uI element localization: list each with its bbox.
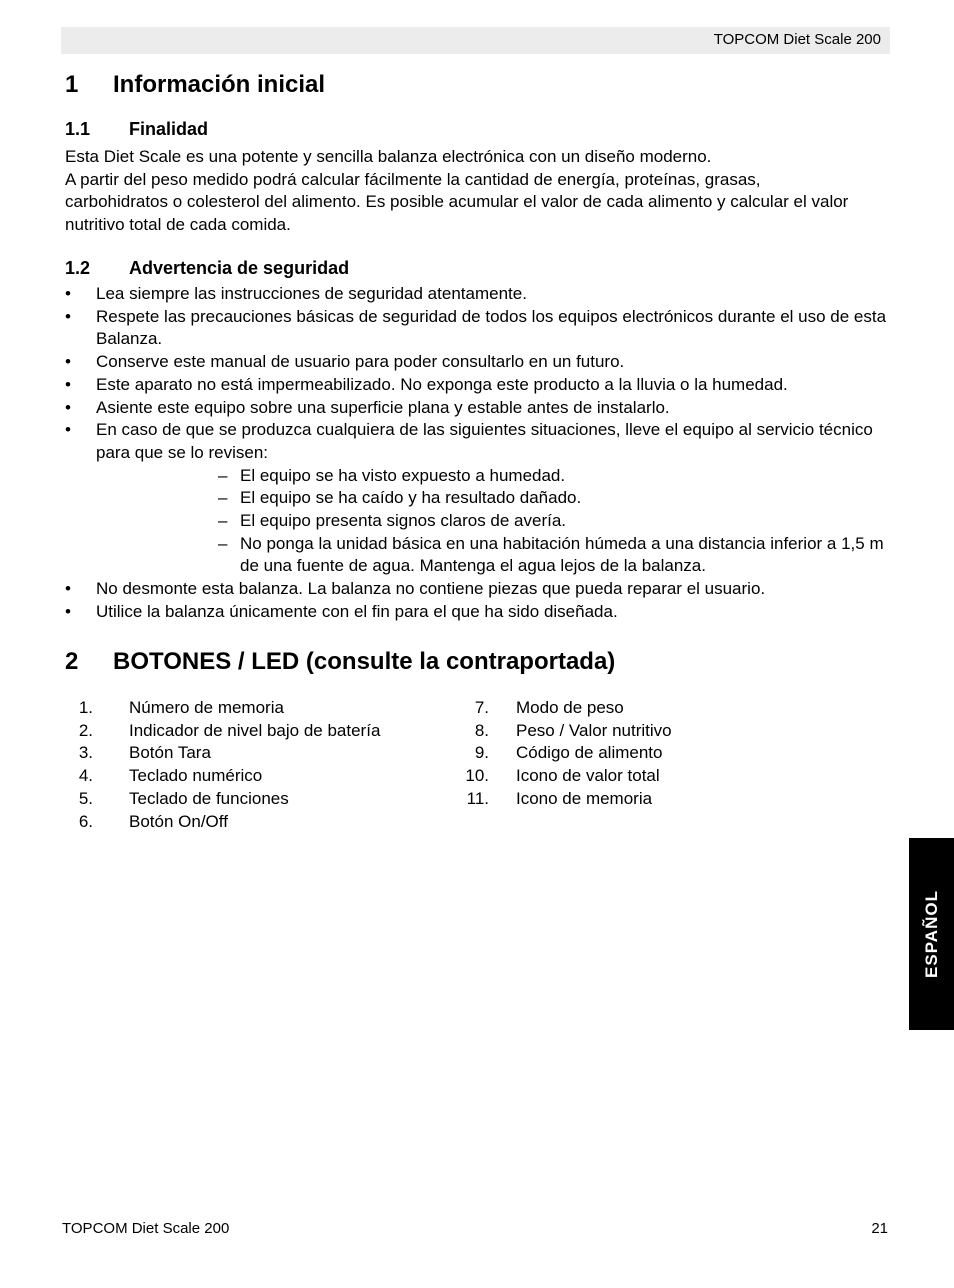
purpose-paragraph bbox=[65, 146, 895, 237]
list-item: • Conserve este manual de usuario para poder consultarlo en un futuro. bbox=[65, 351, 895, 374]
list-item: • Asiente este equipo sobre una superficie plana y estable antes de instalarlo. bbox=[65, 397, 895, 420]
list-item: • Este aparato no está impermeabilizado. No exponga este producto a la lluvia o la humedad. bbox=[65, 374, 895, 397]
list-item: 8. Peso / Valor nutritivo bbox=[474, 720, 672, 740]
list-item: • No desmonte esta balanza. La balanza no contiene piezas que pueda reparar el usuario. bbox=[65, 578, 895, 601]
bullet-marker: • bbox=[65, 601, 71, 621]
bullet-marker: • bbox=[65, 420, 71, 440]
bullet-marker: • bbox=[65, 352, 71, 372]
list-item: • En caso de que se produzca cualquiera de las siguientes situaciones, lleve el equipo al servicio técnico para que se lo revisen: – El equipo se ha visto expuesto a humedad. – El equipo se ha caído y ha resultado dañado. – El equipo presenta signos claros de avería. – No ponga la unidad básica en una habitación húmeda a una distancia inferior a 1,5 m de una fuente de agua. Mantenga el agua lejos de la balanza. bbox=[65, 419, 895, 578]
dash-marker: – bbox=[218, 533, 228, 553]
safety-warning-list bbox=[65, 283, 895, 624]
subsection-1-2-title: Advertencia de seguridad bbox=[129, 258, 350, 278]
list-item: • Respete las precauciones básicas de seguridad de todos los equipos electrónicos durante el uso de esta Balanza. bbox=[65, 306, 887, 349]
list-item: • Utilice la balanza únicamente con el fin para el que ha sido diseñada. bbox=[65, 601, 895, 624]
subsection-1-1-number: 1.1 bbox=[65, 119, 91, 139]
bullet-marker: • bbox=[65, 397, 71, 417]
list-item: 11. Icono de memoria bbox=[466, 788, 653, 808]
list-item: – El equipo se ha caído y ha resultado dañado. bbox=[218, 487, 895, 510]
subsection-1-2-heading bbox=[65, 258, 349, 279]
section-1-title: Información inicial bbox=[113, 71, 326, 98]
dash-marker: – bbox=[218, 488, 228, 508]
page-header bbox=[61, 27, 890, 54]
page-number: 21 bbox=[871, 1220, 888, 1237]
list-item: 7. Modo de peso bbox=[474, 698, 624, 717]
paragraph-line: carbohidratos o colesterol del alimento. Es posible acumular el valor de cada alimento y calcular el valor bbox=[65, 192, 849, 212]
language-side-tab bbox=[909, 838, 954, 1030]
list-item: 9. Código de alimento bbox=[474, 743, 663, 763]
section-2-number: 2 bbox=[65, 648, 79, 675]
section-1-number: 1 bbox=[65, 71, 79, 98]
bullet-marker: • bbox=[65, 306, 71, 326]
list-item: 5. Teclado de funciones bbox=[78, 788, 289, 808]
header-product-name: TOPCOM Diet Scale 200 bbox=[713, 31, 881, 48]
section-1-heading bbox=[65, 71, 325, 99]
list-item: 3. Botón Tara bbox=[78, 743, 211, 763]
paragraph-line: nutritivo total de cada comida. bbox=[65, 215, 291, 235]
list-item: 1. Número de memoria bbox=[78, 698, 284, 717]
list-item: – No ponga la unidad básica en una habitación húmeda a una distancia inferior a 1,5 m de una fuente de agua. Mantenga el agua lejos de la balanza. bbox=[218, 533, 884, 576]
paragraph-line: A partir del peso medido podrá calcular fácilmente la cantidad de energía, proteínas, grasas, bbox=[65, 169, 761, 189]
section-2-title: BOTONES / LED (consulte la contraportada) bbox=[113, 648, 616, 675]
list-item: 4. Teclado numérico bbox=[78, 766, 263, 786]
bullet-marker: • bbox=[65, 284, 71, 303]
list-item: 10. Icono de valor total bbox=[465, 766, 660, 786]
footer-product-name: TOPCOM Diet Scale 200 bbox=[62, 1220, 230, 1237]
language-label: ESPAÑOL bbox=[921, 890, 941, 978]
list-item: 6. Botón On/Off bbox=[78, 811, 228, 831]
buttons-list-column-1 bbox=[65, 697, 380, 833]
dash-marker: – bbox=[218, 465, 228, 485]
list-item: – El equipo se ha visto expuesto a humedad. bbox=[218, 465, 895, 488]
bullet-marker: • bbox=[65, 579, 71, 599]
list-item: – El equipo presenta signos claros de avería. bbox=[218, 510, 895, 533]
list-item: 2. Indicador de nivel bajo de batería bbox=[78, 720, 381, 740]
dash-marker: – bbox=[218, 511, 228, 531]
list-item: • Lea siempre las instrucciones de seguridad atentamente. bbox=[65, 283, 895, 306]
subsection-1-1-title: Finalidad bbox=[129, 119, 209, 139]
paragraph-line: Esta Diet Scale es una potente y sencilla balanza electrónica con un diseño moderno. bbox=[65, 147, 712, 166]
situation-sublist bbox=[96, 465, 895, 579]
section-2-heading bbox=[65, 648, 615, 676]
subsection-1-1-heading bbox=[65, 119, 208, 140]
buttons-list-column-2 bbox=[448, 697, 672, 811]
subsection-1-2-number: 1.2 bbox=[65, 258, 91, 278]
bullet-marker: • bbox=[65, 374, 71, 394]
